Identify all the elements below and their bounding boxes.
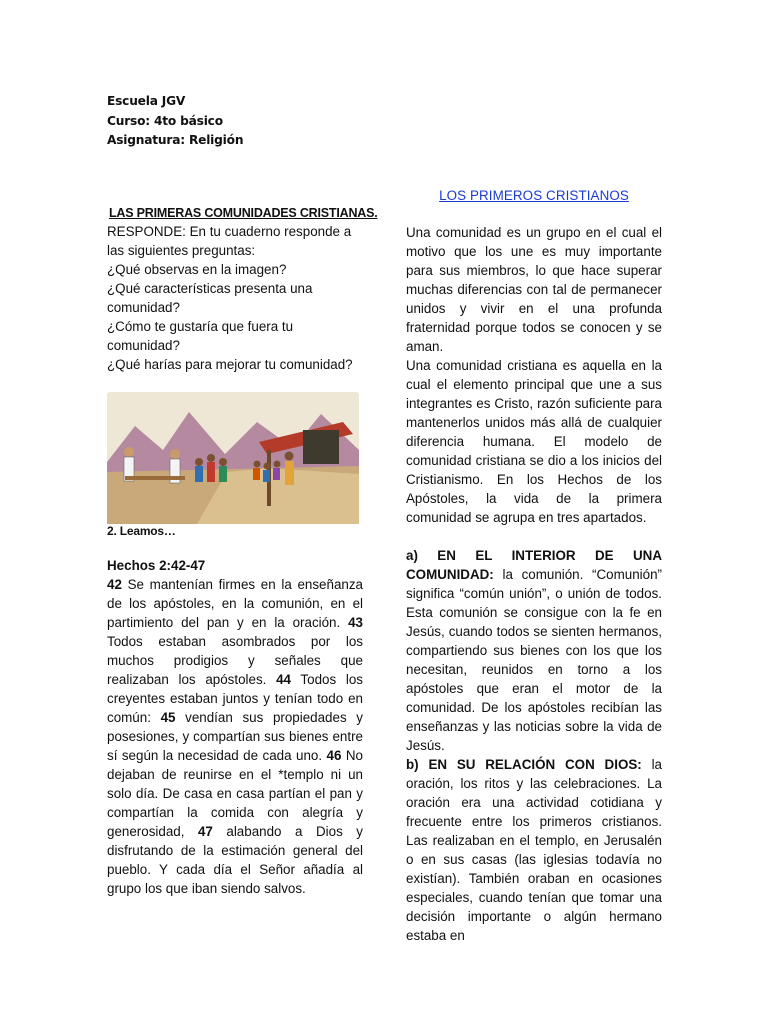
section-a-heading: a) EN EL INTERIOR DE UNA COMUNIDAD: [406, 548, 662, 582]
verse-text: Se mantenían firmes en la enseñanza de los apóstoles, en la comunión, en el partimiento del pan y en la oración. [107, 577, 363, 630]
bible-passage [107, 575, 363, 898]
left-section-title: LAS PRIMERAS COMUNIDADES CRISTIANAS. [109, 206, 378, 220]
question-1: ¿Qué observas en la imagen? [107, 262, 287, 277]
section-b-heading: b) EN SU RELACIÓN CON DIOS: [406, 757, 642, 772]
bible-reference: Hechos 2:42-47 [107, 558, 206, 573]
intro-paragraph-2: Una comunidad cristiana es aquella en la cual el elemento principal que une a sus integrantes es Cristo, razón suficiente para mantenerlos unidos más allá de cualquier diferencia humana. El modelo de comunidad cristiana se dio a los inicios del Cristianismo. En los Hechos de los Apóstoles, la vida de la primera comunidad se agrupa en tres apartados. [406, 358, 662, 525]
verse-number: 44 [276, 672, 291, 687]
blackboard-shape [303, 430, 339, 464]
left-column [107, 206, 378, 898]
verse-number: 43 [348, 615, 363, 630]
responde-text: En tu cuaderno responde a las siguientes preguntas: [107, 224, 352, 258]
section-a-text: la comunión. “Comunión” significa “común unión”, o unión de todos. Esta comunión se consigue con la fe en Jesús, cuando todos se sienten hermanos, compartiendo sus bienes con los que los necesitan, reunidos en torno a los apóstoles que eran el motor de la comunidad. De los apóstoles recibían las enseñanzas y las noticias sobre la vida de Jesús. [406, 567, 662, 753]
right-section-title: LOS PRIMEROS CRISTIANOS [439, 188, 629, 203]
verse-text: Todos estaban asombrados por los muchos prodigios y señales que realizaban los apóstoles. [107, 634, 363, 687]
verse-text: Todos los creyentes estaban juntos y tenían todo en común: [107, 672, 363, 725]
intro-paragraph-1: Una comunidad es un grupo en el cual el motivo que los une es muy importante para sus miembros, lo que hace superar muchas diferencias con tal de permanecer unidos y vivir en el una profunda fraternidad porque todos se conocen y se aman. [406, 225, 662, 354]
school-name: Escuela JGV [107, 94, 186, 108]
subject-label: Asignatura: Religión [107, 133, 244, 147]
question-4: ¿Qué harías para mejorar tu comunidad? [107, 357, 353, 372]
verse-text: vendían sus propiedades y posesiones, y compartían sus bienes entre sí según la necesidad de cada uno. [107, 710, 363, 763]
verse-number: 45 [160, 710, 176, 725]
course-label: Curso: 4to básico [107, 113, 223, 128]
responde-label: RESPONDE: [107, 224, 186, 239]
spacer [406, 527, 662, 546]
community-illustration [107, 392, 359, 524]
document-header [107, 92, 243, 151]
section-a [406, 546, 662, 755]
section-b [406, 755, 662, 945]
questions-block [107, 222, 363, 374]
leamos-label: 2. Leamos… [107, 524, 176, 538]
question-2: ¿Qué características presenta una comunidad? [107, 281, 313, 315]
verse-number: 46 [326, 748, 342, 763]
verse-text: No dejaban de reunirse en el *templo ni un solo día. De casa en casa partían el pan y compartían la comida con alegría y generosidad, [107, 748, 363, 839]
section-b-text: la oración, los ritos y las celebraciones. La oración era una actividad cotidiana y frecuente entre los primeros cristianos. Las realizaban en el templo, en Jerusalén o en sus casas (las iglesias todavía no existían). También oraban en ocasiones especiales, cuando tenían que tomar una decisión importante o algún hermano estaba en [406, 757, 662, 943]
verse-number: 47 [197, 824, 213, 839]
verse-text: alabando a Dios y disfrutando de la estimación general del pueblo. Y cada día el Señor añadía al grupo los que iban siendo salvos. [107, 824, 363, 896]
right-column [406, 188, 662, 945]
responde-instruction [107, 222, 363, 260]
question-3: ¿Cómo te gustaría que fuera tu comunidad? [107, 319, 294, 353]
verse-number: 42 [107, 577, 122, 592]
